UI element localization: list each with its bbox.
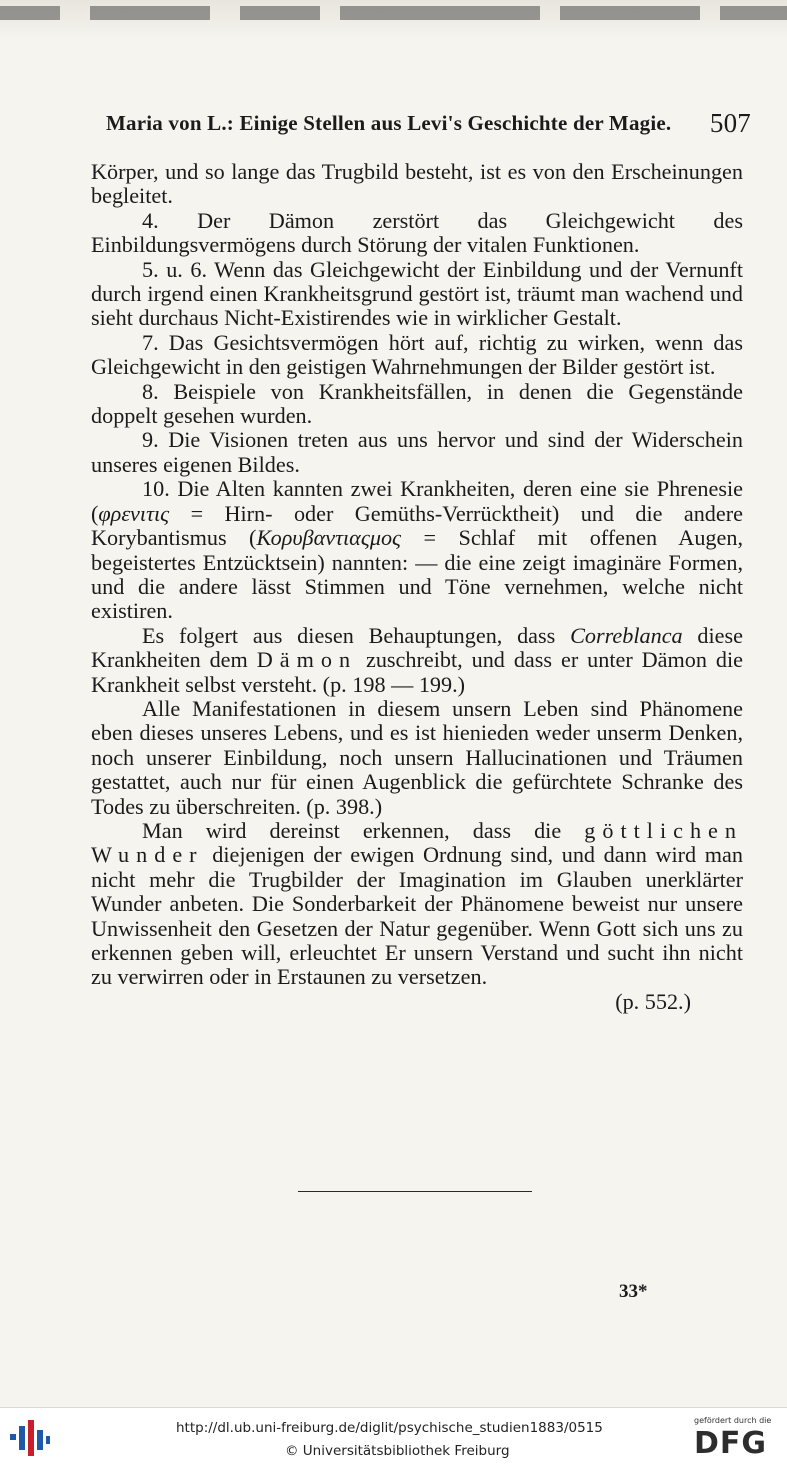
paragraph-8-text-c: zuschreibt, und dass er unter Dämon die Krankheit selbst versteht. (p. 198 — 199.) bbox=[91, 647, 743, 697]
scan-top-edge bbox=[0, 0, 787, 36]
spaced-words-goettlichen-wunder: göttlichen Wunder bbox=[91, 817, 743, 868]
paragraph-6: 9. Die Visionen treten aus uns hervor und sind der Widerschein unseres eigenen Bildes. bbox=[91, 427, 743, 477]
paragraph-8-text-a: Es folgert aus diesen Behauptungen, dass bbox=[142, 622, 571, 648]
paragraph-4: 7. Das Gesichtsvermögen hört auf, richtig zu wirken, wenn das Gleichgewicht in den geistigen Wahrnehmungen der Bilder gestört ist. bbox=[91, 329, 743, 380]
paragraph-7-text-b: = Hirn- oder Gemüths-Verrücktheit) und die andere Korybantismus ( bbox=[91, 500, 743, 551]
copyright-notice: © Universitätsbibliothek Freiburg bbox=[285, 1443, 510, 1459]
paragraph-7 bbox=[91, 477, 743, 623]
viewer-footer bbox=[0, 1407, 787, 1466]
paragraph-10-text-a: Man wird dereinst erkennen, dass die bbox=[142, 817, 585, 843]
university-logo-icon bbox=[10, 1420, 50, 1456]
dfg-logo: DFG bbox=[694, 1426, 768, 1461]
spaced-word-daemon: Dämon bbox=[256, 647, 358, 673]
funder-caption: gefördert durch die bbox=[694, 1416, 772, 1425]
section-divider bbox=[298, 1191, 532, 1192]
paragraph-8 bbox=[91, 624, 743, 697]
paragraph-1: Körper, und so lange das Trugbild besteht, ist es von den Erscheinungen begleitet. bbox=[91, 159, 743, 209]
paragraph-7-text-a: 10. Die Alten kannten zwei Krankheiten, deren eine sie Phrenesie ( bbox=[91, 476, 743, 526]
paragraph-10 bbox=[91, 819, 743, 990]
greek-term-korybantiasmos: Κορυβαντιαςμος bbox=[256, 525, 402, 551]
greek-term-phrenitis: φρενιτις bbox=[98, 500, 170, 526]
paragraph-5: 8. Beispiele von Krankheitsfällen, in denen die Gegenstände doppelt gesehen wurden. bbox=[91, 378, 743, 429]
paragraph-9: Alle Manifestationen in diesem unsern Leben sind Phänomene eben dieses unseres Lebens, und es ist hienieden weder unserm Denken, noch unserer Einbildung, noch unsern Hallucinationen und Träumen gestattet, auch nur für einen Augenblick die gefürchtete Schranke des Todes zu überschreiten. (p. 398.) bbox=[91, 695, 743, 819]
paragraph-10-text-b: diejenigen der ewigen Ordnung sind, und dann wird man nicht mehr die Trugbilder der Imagination im Glauben unerklärter Wunder anbeten. Die Sonderbarkeit der Phänomene beweist nur unsere Unwissenheit den Gesetzen der Natur gegenüber. Wenn Gott sich uns zu erkennen geben will, erleuchtet Er unsern Verstand und sucht ihn nicht zu verwirren oder in Erstaunen zu versetzen. bbox=[91, 842, 743, 990]
paragraph-3: 5. u. 6. Wenn das Gleichgewicht der Einbildung und der Vernunft durch irgend einen Krankheitsgrund gestört ist, träumt man wachend und sieht durchaus Nicht-Existirendes wie in wirklicher Gestalt. bbox=[91, 256, 743, 331]
body-text bbox=[91, 160, 743, 1014]
paragraph-2: 4. Der Dämon zerstört das Gleichgewicht des Einbildungsvermögens durch Störung der vitalen Funktionen. bbox=[91, 207, 743, 258]
running-head bbox=[106, 106, 751, 140]
paragraph-7-text-c: = Schlaf mit offenen Augen, begeistertes Entzücktsein) nannten: — die eine zeigt imaginäre Formen, und die andere lässt Stimmen und Töne vernehmen, welche nicht existiren. bbox=[91, 525, 743, 624]
name-correblanca: Correblanca bbox=[570, 622, 683, 648]
page-reference: (p. 552.) bbox=[615, 988, 691, 1014]
permalink-link[interactable]: http://dl.ub.uni-freiburg.de/diglit/psychische_studien1883/0515 bbox=[176, 1420, 603, 1436]
paragraph-8-text-b: diese Krankheiten dem bbox=[91, 622, 743, 673]
signature-mark: 33* bbox=[619, 1281, 648, 1302]
page-title: Maria von L.: Einige Stellen aus Levi's Geschichte der Magie. bbox=[106, 111, 672, 135]
page-number: 507 bbox=[709, 108, 751, 138]
